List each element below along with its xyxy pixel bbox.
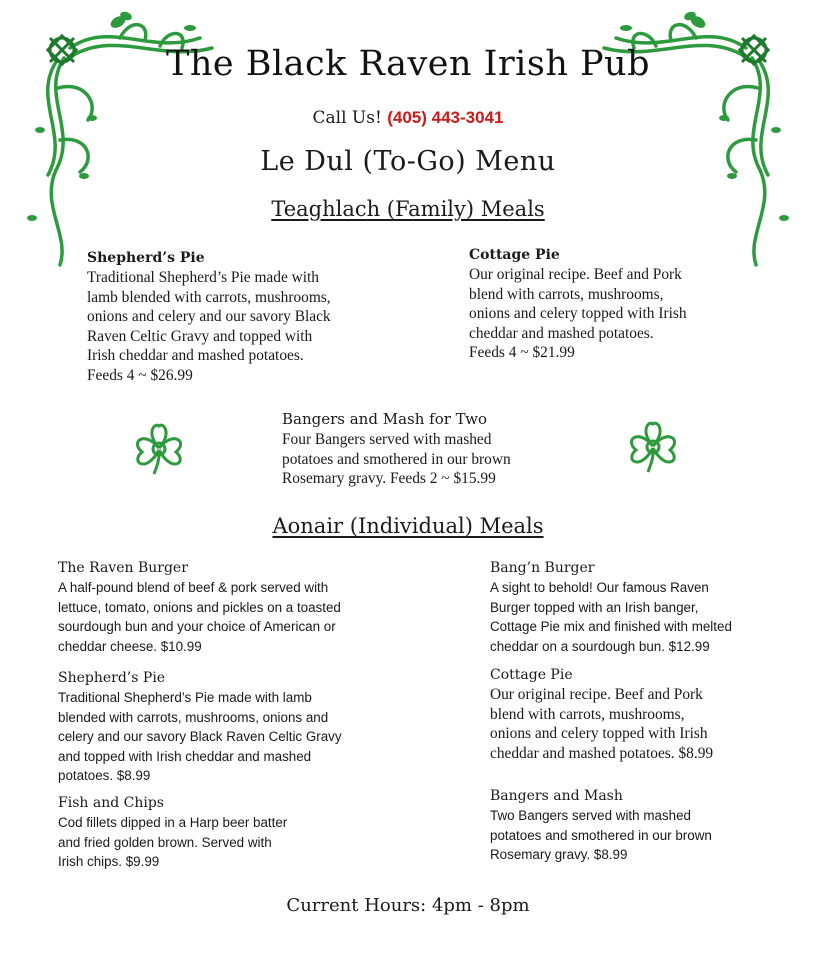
item-description: A sight to behold! Our famous Raven Burger topped with an Irish banger, Cottage Pie mix and finished with melted cheddar on a sourdough bun. $12.99 (490, 580, 732, 654)
shamrock-icon (618, 418, 688, 474)
shamrock-icon (124, 420, 194, 476)
menu-subtitle: Le Dul (To-Go) Menu (260, 146, 556, 177)
phone-number[interactable]: (405) 443-3041 (387, 108, 504, 127)
individual-item-cottage-pie (490, 667, 790, 763)
call-us-line (0, 108, 816, 128)
item-description: A half-pound blend of beef & pork served with lettuce, tomato, onions and pickles on a toasted sourdough bun and your choice of American or cheddar cheese. $10.99 (58, 580, 341, 654)
page-title: The Black Raven Irish Pub (166, 44, 650, 84)
item-description: Our original recipe. Beef and Pork blend with carrots, mushrooms, onions and celery topped with Irish cheddar and mashed potatoes. $8.99 (490, 686, 714, 762)
individual-item-fish-chips (58, 795, 398, 872)
family-section-title: Teaghlach (Family) Meals (271, 197, 545, 221)
family-item-cottage-pie (469, 247, 769, 363)
family-item-shepherds-pie (87, 250, 417, 386)
item-name: Shepherd’s Pie (58, 670, 166, 686)
individual-item-shepherds-pie (58, 670, 398, 786)
item-description: Four Bangers served with mashed potatoes and smothered in our brown Rosemary gravy. Feeds 2 ~ $15.99 (282, 431, 511, 488)
item-description: Traditional Shepherd’s Pie made with lamb blended with carrots, mushrooms, onions and celery and our savory Black Raven Celtic Gravy and topped with Irish cheddar and mashed potatoes. Feeds 4 ~ $26.99 (87, 269, 331, 384)
individual-section-title: Aonair (Individual) Meals (272, 514, 544, 538)
item-description: Traditional Shepherd’s Pie made with lamb blended with carrots, mushrooms, onions and celery and our savory Black Raven Celtic Gravy and topped with Irish cheddar and mashed potatoes. $8.99 (58, 690, 342, 784)
item-name: Cottage Pie (469, 247, 560, 263)
call-us-label: Call Us! (312, 108, 382, 128)
vine-border-top-left (0, 0, 220, 270)
item-name: The Raven Burger (58, 560, 188, 576)
current-hours: Current Hours: 4pm - 8pm (286, 895, 530, 916)
item-name: Bang’n Burger (490, 560, 595, 576)
individual-item-bangn-burger (490, 560, 790, 656)
item-name: Fish and Chips (58, 795, 164, 811)
item-name: Shepherd’s Pie (87, 250, 205, 266)
individual-item-raven-burger (58, 560, 398, 656)
individual-item-bangers-mash (490, 788, 790, 865)
item-name: Bangers and Mash (490, 788, 623, 804)
item-description: Cod fillets dipped in a Harp beer batter and fried golden brown. Served with Irish chips. $9.99 (58, 815, 288, 870)
vine-border-top-right (596, 0, 816, 270)
item-description: Two Bangers served with mashed potatoes and smothered in our brown Rosemary gravy. $8.99 (490, 808, 712, 863)
family-item-bangers-mash (282, 410, 582, 489)
item-name: Bangers and Mash for Two (282, 410, 488, 428)
item-name: Cottage Pie (490, 667, 573, 683)
item-description: Our original recipe. Beef and Pork blend with carrots, mushrooms, onions and celery topped with Irish cheddar and mashed potatoes. Feeds 4 ~ $21.99 (469, 266, 687, 362)
